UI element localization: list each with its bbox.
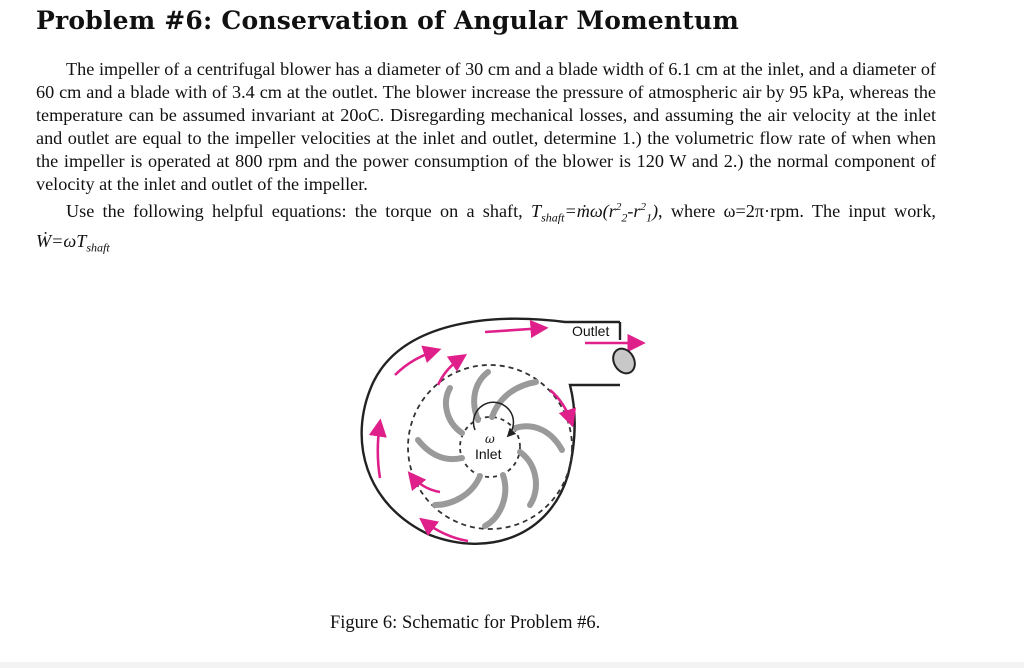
torque-close: ) [651, 201, 659, 222]
problem-paragraph-2 [36, 196, 936, 259]
flow-arrow-bottom [422, 520, 468, 541]
problem-title: Problem #6: Conservation of Angular Momentum [36, 6, 739, 35]
work-subscript: shaft [86, 240, 110, 255]
outlet-damper [609, 345, 639, 378]
blower-schematic [340, 300, 660, 550]
r1-subscript: 1 [645, 210, 652, 225]
torque-symbol: T [530, 201, 542, 222]
blade-5 [435, 476, 480, 505]
blade-4 [485, 475, 505, 526]
figure-caption: Figure 6: Schematic for Problem #6. [330, 613, 601, 633]
omega-label: ω [485, 432, 495, 446]
r2-subscript: 2 [621, 210, 628, 225]
minus-r1: -r [627, 201, 641, 222]
torque-equation [530, 201, 659, 225]
flow-arrow-upper-left [395, 350, 438, 375]
blade-1 [492, 382, 536, 417]
outlet-label: Outlet [572, 323, 610, 339]
flow-arrow-top [485, 328, 545, 332]
r1-superscript: 2 [640, 201, 646, 213]
page-bottom-strip [0, 662, 1024, 668]
r2-superscript: 2 [615, 201, 622, 213]
blade-6 [418, 440, 462, 459]
problem-statement [36, 58, 936, 259]
problem-paragraph-1: The impeller of a centrifugal blower has a diameter of 30 cm and a blade width of 6.1 cm at the inlet, and a diameter of 60 cm and a blade with of 3.4 cm at the outlet. The blower increase the pressure of atmospheric air by 95 kPa, whereas the temperature can be assumed invariant at 20oC. Disregarding mechanical losses, and assuming the air velocity at the inlet and outlet are equal to the impeller velocities at the inlet and outlet, determine 1.) the volumetric flow rate of when when the impeller is operated at 800 rpm and the power consumption of the blower is 120 W and 2.) the normal component of velocity at the inlet and outlet of the impeller. [36, 59, 936, 194]
work-equation [36, 230, 110, 255]
flow-arrow-left [378, 422, 380, 478]
blade-2 [515, 426, 562, 450]
equations-intro: Use the following helpful equations: the torque on a shaft, [66, 201, 523, 222]
work-symbol: Ẇ=ωT [36, 230, 87, 251]
blade-7 [446, 388, 462, 433]
torque-rhs: =ṁω(r [564, 201, 616, 222]
omega-definition: , where ω=2π·rpm. The input work, [658, 201, 936, 222]
blade-3 [520, 452, 536, 505]
inlet-label: Inlet [475, 446, 502, 462]
torque-subscript: shaft [541, 210, 565, 225]
